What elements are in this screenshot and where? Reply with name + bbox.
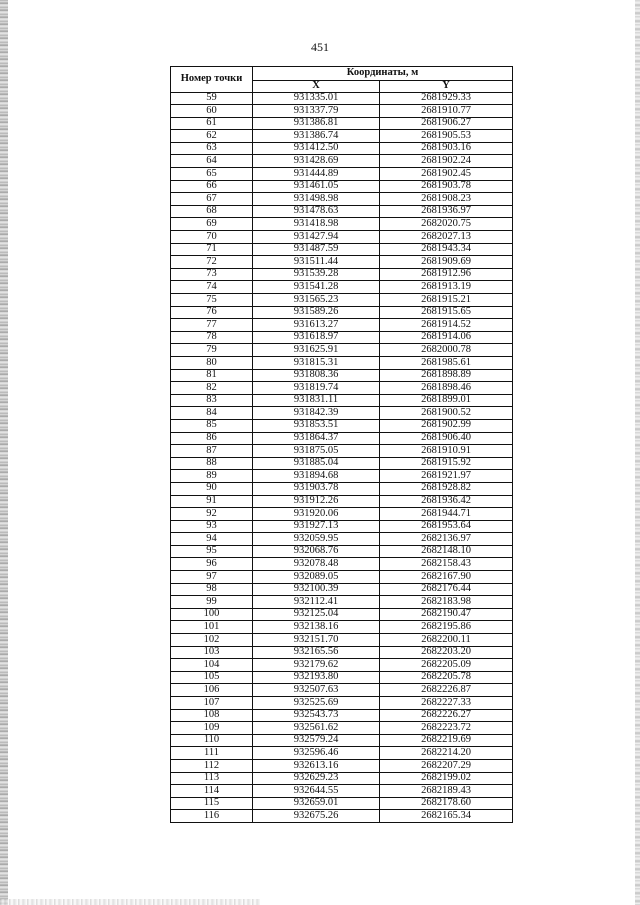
x-coordinate-cell: 931815.31 <box>253 356 380 369</box>
x-coordinate-cell: 931565.23 <box>253 294 380 307</box>
x-coordinate-cell: 932100.39 <box>253 583 380 596</box>
x-coordinate-cell: 932138.16 <box>253 621 380 634</box>
y-coordinate-cell: 2682203.20 <box>380 646 513 659</box>
point-number-cell: 114 <box>171 785 253 798</box>
point-number-cell: 111 <box>171 747 253 760</box>
point-number-cell: 64 <box>171 155 253 168</box>
y-coordinate-cell: 2682223.72 <box>380 722 513 735</box>
x-coordinate-cell: 931842.39 <box>253 407 380 420</box>
y-coordinate-cell: 2682207.29 <box>380 759 513 772</box>
x-coordinate-cell: 932112.41 <box>253 596 380 609</box>
point-number-cell: 65 <box>171 168 253 181</box>
y-coordinate-cell: 2682178.60 <box>380 797 513 810</box>
point-number-cell: 95 <box>171 545 253 558</box>
y-coordinate-cell: 2682165.34 <box>380 810 513 823</box>
y-coordinate-cell: 2681910.77 <box>380 105 513 118</box>
point-number-cell: 80 <box>171 356 253 369</box>
x-coordinate-cell: 931831.11 <box>253 394 380 407</box>
y-coordinate-cell: 2682219.69 <box>380 734 513 747</box>
table-row <box>171 331 513 344</box>
x-coordinate-cell: 931894.68 <box>253 470 380 483</box>
y-coordinate-cell: 2681903.16 <box>380 142 513 155</box>
table-row <box>171 155 513 168</box>
table-row <box>171 722 513 735</box>
table-row <box>171 319 513 332</box>
y-coordinate-cell: 2681943.34 <box>380 243 513 256</box>
x-coordinate-cell: 931461.05 <box>253 180 380 193</box>
table-row <box>171 571 513 584</box>
table-row <box>171 596 513 609</box>
table-row <box>171 457 513 470</box>
table-row <box>171 432 513 445</box>
table-row <box>171 231 513 244</box>
scan-edge-right <box>635 0 640 905</box>
x-coordinate-cell: 931335.01 <box>253 92 380 105</box>
x-coordinate-cell: 931539.28 <box>253 268 380 281</box>
y-coordinate-cell: 2681914.06 <box>380 331 513 344</box>
point-number-cell: 71 <box>171 243 253 256</box>
x-coordinate-cell: 931487.59 <box>253 243 380 256</box>
x-coordinate-cell: 931613.27 <box>253 319 380 332</box>
x-coordinate-cell: 931903.78 <box>253 482 380 495</box>
table-row <box>171 117 513 130</box>
table-row <box>171 256 513 269</box>
scan-bottom-edge <box>0 899 260 905</box>
point-number-cell: 94 <box>171 533 253 546</box>
x-coordinate-cell: 932543.73 <box>253 709 380 722</box>
x-coordinate-cell: 931853.51 <box>253 419 380 432</box>
y-coordinate-cell: 2682136.97 <box>380 533 513 546</box>
y-coordinate-cell: 2682226.87 <box>380 684 513 697</box>
x-coordinate-cell: 932613.16 <box>253 759 380 772</box>
point-number-cell: 100 <box>171 608 253 621</box>
y-coordinate-cell: 2682227.33 <box>380 697 513 710</box>
x-coordinate-cell: 931912.26 <box>253 495 380 508</box>
point-number-cell: 96 <box>171 558 253 571</box>
x-coordinate-cell: 931386.81 <box>253 117 380 130</box>
table-row <box>171 533 513 546</box>
y-coordinate-cell: 2682183.98 <box>380 596 513 609</box>
x-coordinate-cell: 931589.26 <box>253 306 380 319</box>
y-coordinate-cell: 2681903.78 <box>380 180 513 193</box>
y-coordinate-cell: 2682195.86 <box>380 621 513 634</box>
y-coordinate-cell: 2681914.52 <box>380 319 513 332</box>
y-coordinate-cell: 2681953.64 <box>380 520 513 533</box>
y-coordinate-cell: 2681936.42 <box>380 495 513 508</box>
page-number: 451 <box>311 40 329 54</box>
y-coordinate-cell: 2682205.09 <box>380 659 513 672</box>
y-coordinate-cell: 2681909.69 <box>380 256 513 269</box>
point-number-cell: 78 <box>171 331 253 344</box>
point-number-cell: 77 <box>171 319 253 332</box>
point-number-cell: 88 <box>171 457 253 470</box>
point-number-cell: 98 <box>171 583 253 596</box>
point-number-cell: 72 <box>171 256 253 269</box>
table-row <box>171 419 513 432</box>
point-number-cell: 106 <box>171 684 253 697</box>
point-number-cell: 76 <box>171 306 253 319</box>
table-row <box>171 394 513 407</box>
y-coordinate-cell: 2681915.65 <box>380 306 513 319</box>
y-coordinate-cell: 2681902.24 <box>380 155 513 168</box>
x-coordinate-cell: 932659.01 <box>253 797 380 810</box>
x-coordinate-cell: 931618.97 <box>253 331 380 344</box>
table-row <box>171 508 513 521</box>
table-row <box>171 608 513 621</box>
y-coordinate-cell: 2681906.27 <box>380 117 513 130</box>
point-number-cell: 63 <box>171 142 253 155</box>
x-coordinate-cell: 931498.98 <box>253 193 380 206</box>
point-number-cell: 101 <box>171 621 253 634</box>
x-coordinate-cell: 932125.04 <box>253 608 380 621</box>
table-row <box>171 470 513 483</box>
x-coordinate-cell: 931819.74 <box>253 382 380 395</box>
x-coordinate-cell: 932059.95 <box>253 533 380 546</box>
table-row <box>171 369 513 382</box>
table-row <box>171 797 513 810</box>
table-row <box>171 218 513 231</box>
point-number-cell: 115 <box>171 797 253 810</box>
y-coordinate-cell: 2681936.97 <box>380 205 513 218</box>
y-coordinate-cell: 2682200.11 <box>380 634 513 647</box>
x-coordinate-cell: 932579.24 <box>253 734 380 747</box>
table-row <box>171 205 513 218</box>
y-coordinate-cell: 2681910.91 <box>380 445 513 458</box>
table-row <box>171 684 513 697</box>
x-coordinate-cell: 931920.06 <box>253 508 380 521</box>
y-coordinate-cell: 2681902.45 <box>380 168 513 181</box>
point-number-cell: 68 <box>171 205 253 218</box>
point-number-cell: 83 <box>171 394 253 407</box>
point-number-cell: 75 <box>171 294 253 307</box>
point-number-cell: 84 <box>171 407 253 420</box>
x-coordinate-cell: 932193.80 <box>253 671 380 684</box>
table-row <box>171 407 513 420</box>
point-number-cell: 90 <box>171 482 253 495</box>
x-coordinate-cell: 932068.76 <box>253 545 380 558</box>
x-coordinate-cell: 931386.74 <box>253 130 380 143</box>
point-number-cell: 85 <box>171 419 253 432</box>
header-coordinates: Координаты, м <box>253 67 513 81</box>
y-coordinate-cell: 2682205.78 <box>380 671 513 684</box>
point-number-cell: 102 <box>171 634 253 647</box>
table-row <box>171 294 513 307</box>
point-number-cell: 70 <box>171 231 253 244</box>
y-coordinate-cell: 2681913.19 <box>380 281 513 294</box>
x-coordinate-cell: 932089.05 <box>253 571 380 584</box>
table-row <box>171 545 513 558</box>
point-number-cell: 86 <box>171 432 253 445</box>
point-number-cell: 93 <box>171 520 253 533</box>
y-coordinate-cell: 2682000.78 <box>380 344 513 357</box>
table-row <box>171 621 513 634</box>
table-row <box>171 142 513 155</box>
table-row <box>171 445 513 458</box>
table-row <box>171 495 513 508</box>
y-coordinate-cell: 2682027.13 <box>380 231 513 244</box>
point-number-cell: 99 <box>171 596 253 609</box>
table-row <box>171 659 513 672</box>
point-number-cell: 107 <box>171 697 253 710</box>
y-coordinate-cell: 2682190.47 <box>380 608 513 621</box>
table-row <box>171 709 513 722</box>
x-coordinate-cell: 931337.79 <box>253 105 380 118</box>
y-coordinate-cell: 2681928.82 <box>380 482 513 495</box>
table-row <box>171 772 513 785</box>
x-coordinate-cell: 932596.46 <box>253 747 380 760</box>
point-number-cell: 110 <box>171 734 253 747</box>
x-coordinate-cell: 931541.28 <box>253 281 380 294</box>
table-row <box>171 268 513 281</box>
table-row <box>171 785 513 798</box>
y-coordinate-cell: 2681902.99 <box>380 419 513 432</box>
table-row <box>171 810 513 823</box>
point-number-cell: 62 <box>171 130 253 143</box>
header-point-number: Номер точки <box>171 67 253 93</box>
x-coordinate-cell: 932561.62 <box>253 722 380 735</box>
y-coordinate-cell: 2681985.61 <box>380 356 513 369</box>
x-coordinate-cell: 932525.69 <box>253 697 380 710</box>
point-number-cell: 91 <box>171 495 253 508</box>
table-row <box>171 520 513 533</box>
y-coordinate-cell: 2682167.90 <box>380 571 513 584</box>
y-coordinate-cell: 2681898.46 <box>380 382 513 395</box>
x-coordinate-cell: 931418.98 <box>253 218 380 231</box>
point-number-cell: 87 <box>171 445 253 458</box>
x-coordinate-cell: 932644.55 <box>253 785 380 798</box>
point-number-cell: 67 <box>171 193 253 206</box>
y-coordinate-cell: 2681908.23 <box>380 193 513 206</box>
header-y: Y <box>380 81 513 93</box>
x-coordinate-cell: 931885.04 <box>253 457 380 470</box>
point-number-cell: 97 <box>171 571 253 584</box>
table-row <box>171 671 513 684</box>
table-row <box>171 759 513 772</box>
y-coordinate-cell: 2681905.53 <box>380 130 513 143</box>
y-coordinate-cell: 2681944.71 <box>380 508 513 521</box>
point-number-cell: 79 <box>171 344 253 357</box>
y-coordinate-cell: 2681912.96 <box>380 268 513 281</box>
x-coordinate-cell: 932629.23 <box>253 772 380 785</box>
y-coordinate-cell: 2681899.01 <box>380 394 513 407</box>
y-coordinate-cell: 2682189.43 <box>380 785 513 798</box>
table-row <box>171 646 513 659</box>
table-row <box>171 482 513 495</box>
point-number-cell: 61 <box>171 117 253 130</box>
x-coordinate-cell: 931478.63 <box>253 205 380 218</box>
x-coordinate-cell: 931864.37 <box>253 432 380 445</box>
point-number-cell: 113 <box>171 772 253 785</box>
table-row <box>171 734 513 747</box>
point-number-cell: 66 <box>171 180 253 193</box>
y-coordinate-cell: 2681915.92 <box>380 457 513 470</box>
table-row <box>171 747 513 760</box>
table-row <box>171 356 513 369</box>
header-x: X <box>253 81 380 93</box>
y-coordinate-cell: 2681906.40 <box>380 432 513 445</box>
y-coordinate-cell: 2681900.52 <box>380 407 513 420</box>
point-number-cell: 82 <box>171 382 253 395</box>
y-coordinate-cell: 2682199.02 <box>380 772 513 785</box>
x-coordinate-cell: 932675.26 <box>253 810 380 823</box>
y-coordinate-cell: 2682148.10 <box>380 545 513 558</box>
table-row <box>171 105 513 118</box>
table-row <box>171 281 513 294</box>
point-number-cell: 103 <box>171 646 253 659</box>
y-coordinate-cell: 2682020.75 <box>380 218 513 231</box>
x-coordinate-cell: 931625.91 <box>253 344 380 357</box>
table-row <box>171 130 513 143</box>
point-number-cell: 105 <box>171 671 253 684</box>
point-number-cell: 69 <box>171 218 253 231</box>
table-row <box>171 382 513 395</box>
y-coordinate-cell: 2681929.33 <box>380 92 513 105</box>
y-coordinate-cell: 2681921.97 <box>380 470 513 483</box>
table-row <box>171 243 513 256</box>
point-number-cell: 81 <box>171 369 253 382</box>
x-coordinate-cell: 931875.05 <box>253 445 380 458</box>
x-coordinate-cell: 931927.13 <box>253 520 380 533</box>
table-row <box>171 193 513 206</box>
x-coordinate-cell: 932507.63 <box>253 684 380 697</box>
table-row <box>171 634 513 647</box>
table-row <box>171 583 513 596</box>
point-number-cell: 89 <box>171 470 253 483</box>
point-number-cell: 112 <box>171 759 253 772</box>
table-row <box>171 558 513 571</box>
y-coordinate-cell: 2682214.20 <box>380 747 513 760</box>
point-number-cell: 74 <box>171 281 253 294</box>
x-coordinate-cell: 932151.70 <box>253 634 380 647</box>
x-coordinate-cell: 931427.94 <box>253 231 380 244</box>
point-number-cell: 104 <box>171 659 253 672</box>
y-coordinate-cell: 2681915.21 <box>380 294 513 307</box>
table-row <box>171 168 513 181</box>
point-number-cell: 60 <box>171 105 253 118</box>
table-body <box>171 92 513 822</box>
table-row <box>171 697 513 710</box>
y-coordinate-cell: 2682176.44 <box>380 583 513 596</box>
coordinates-table <box>170 66 513 823</box>
x-coordinate-cell: 932179.62 <box>253 659 380 672</box>
table-row <box>171 344 513 357</box>
y-coordinate-cell: 2681898.89 <box>380 369 513 382</box>
x-coordinate-cell: 931412.50 <box>253 142 380 155</box>
point-number-cell: 73 <box>171 268 253 281</box>
x-coordinate-cell: 931808.36 <box>253 369 380 382</box>
y-coordinate-cell: 2682226.27 <box>380 709 513 722</box>
point-number-cell: 108 <box>171 709 253 722</box>
y-coordinate-cell: 2682158.43 <box>380 558 513 571</box>
x-coordinate-cell: 931428.69 <box>253 155 380 168</box>
point-number-cell: 109 <box>171 722 253 735</box>
table-row <box>171 306 513 319</box>
x-coordinate-cell: 931444.89 <box>253 168 380 181</box>
point-number-cell: 92 <box>171 508 253 521</box>
point-number-cell: 59 <box>171 92 253 105</box>
table-row <box>171 92 513 105</box>
scan-edge-left <box>0 0 8 905</box>
x-coordinate-cell: 931511.44 <box>253 256 380 269</box>
x-coordinate-cell: 932078.48 <box>253 558 380 571</box>
point-number-cell: 116 <box>171 810 253 823</box>
table-row <box>171 180 513 193</box>
x-coordinate-cell: 932165.56 <box>253 646 380 659</box>
